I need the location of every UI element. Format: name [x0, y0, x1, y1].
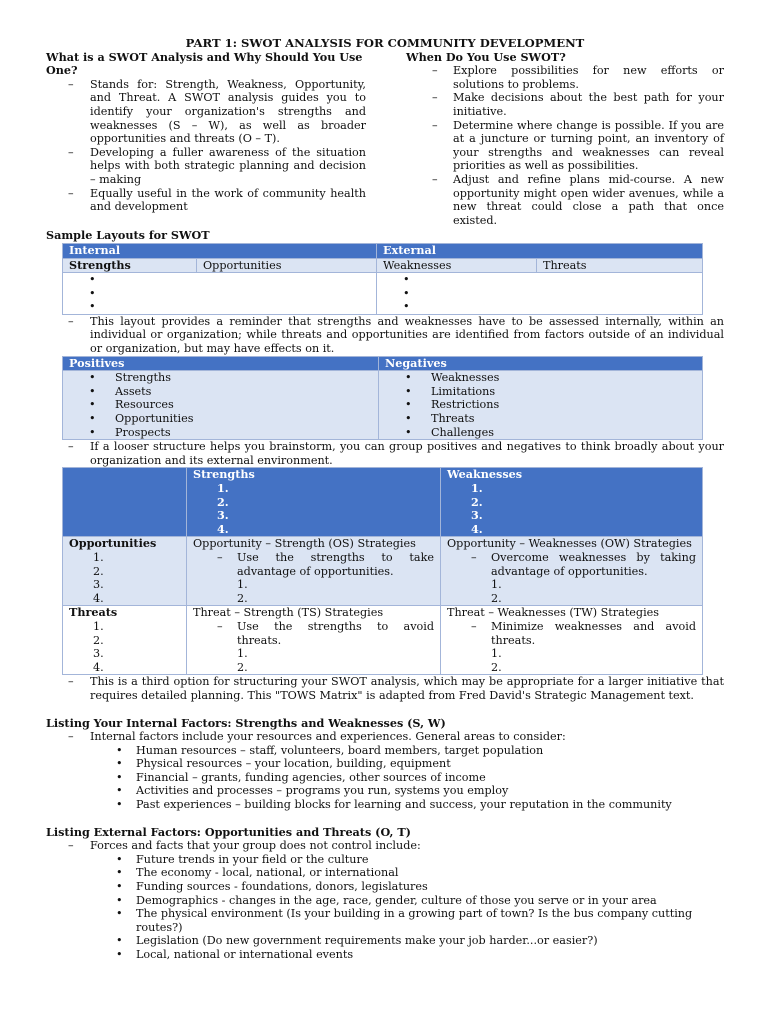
- internal-list: [46, 744, 724, 812]
- layout1-note: [46, 315, 724, 356]
- ts-title: Threat – Strength (TS) Strategies: [193, 606, 384, 620]
- left-list: [46, 78, 366, 214]
- document-page: [46, 37, 724, 962]
- internal-header: Internal: [63, 243, 377, 258]
- tows-weaknesses-header: [441, 468, 703, 537]
- list-item: – Stands for: Strength, Weakness, Opportunity, and Threat. A SWOT analysis guides you to identify your organization's strengths and weaknesses (S – W), as well as broader opportunities and threats (O – T).: [46, 78, 366, 146]
- negatives-list: [379, 371, 702, 439]
- list-number: 1.: [491, 578, 502, 592]
- list-number: 2.: [93, 633, 104, 647]
- right-column: [406, 51, 724, 228]
- list-number: 1.: [93, 619, 104, 633]
- list-number: 1.: [237, 647, 248, 661]
- external-intro: – Forces and facts that your group does not control include:: [46, 839, 724, 853]
- list-number: 4.: [471, 521, 483, 536]
- bullet: •: [89, 286, 96, 300]
- os-text: – Use the strengths to take advantage of opportunities.: [193, 551, 434, 578]
- tows-strengths-label: Strengths: [193, 467, 255, 482]
- positives-list: [63, 371, 378, 439]
- ow-title: Opportunity – Weaknesses (OW) Strategies: [447, 537, 692, 551]
- list-item: • Restrictions: [379, 398, 702, 412]
- weaknesses-label: Weaknesses: [377, 258, 537, 273]
- list-item: • Threats: [379, 412, 702, 426]
- list-item: – Developing a fuller awareness of the situation helps with both strategic planning and decision – making: [46, 146, 366, 187]
- list-number: 2.: [237, 591, 248, 605]
- layout2-note: [46, 440, 724, 467]
- list-item: • Opportunities: [63, 412, 378, 426]
- tows-table: [62, 467, 703, 675]
- bullet: •: [403, 273, 410, 287]
- bullet: •: [403, 286, 410, 300]
- internal-heading: Listing Your Internal Factors: Strengths and Weaknesses (S, W): [46, 715, 446, 730]
- list-item: • Limitations: [379, 385, 702, 399]
- ts-text: – Use the strengths to avoid threats.: [193, 620, 434, 647]
- sample-heading: Sample Layouts for SWOT: [46, 228, 210, 243]
- list-item: • Strengths: [63, 371, 378, 385]
- list-number: 2.: [491, 660, 502, 674]
- external-heading: Listing External Factors: Opportunities and Threats (O, T): [46, 824, 411, 839]
- list-item: • Assets: [63, 385, 378, 399]
- list-number: 4.: [93, 660, 104, 674]
- list-item: • Demographics - changes in the age, race, gender, culture of those you serve or in your area: [46, 894, 724, 908]
- list-number: 1.: [491, 647, 502, 661]
- right-list: [406, 64, 724, 227]
- tows-strengths-header: [187, 468, 441, 537]
- list-item: • Challenges: [379, 426, 702, 440]
- list-item: – Determine where change is possible. If you are at a juncture or turning point, an inventory of your strengths and weaknesses can reveal priorities as well as possibilities.: [406, 119, 724, 173]
- ts-strategies-cell: [187, 606, 441, 675]
- list-item: • Resources: [63, 398, 378, 412]
- bullet: •: [89, 300, 96, 314]
- layout2-table: [62, 356, 703, 441]
- right-heading: When Do You Use SWOT?: [406, 49, 566, 64]
- layout3-note: [46, 675, 724, 702]
- list-number: 2.: [491, 591, 502, 605]
- negatives-header: Negatives: [379, 356, 703, 371]
- os-title: Opportunity – Strength (OS) Strategies: [193, 537, 416, 551]
- internal-intro-list: [46, 730, 724, 744]
- note-text: – If a looser structure helps you brainstorm, you can group positives and negatives to think broadly about your organization and its external environment.: [46, 440, 724, 467]
- ow-text: – Overcome weaknesses by taking advantage of opportunities.: [447, 551, 696, 578]
- intro-columns: [46, 51, 724, 228]
- internal-bullets: [63, 273, 377, 315]
- layout1-table: [62, 243, 703, 315]
- positives-header: Positives: [63, 356, 379, 371]
- list-number: 1.: [217, 481, 229, 495]
- left-column: [46, 51, 366, 228]
- note-text: – This is a third option for structuring your SWOT analysis, which may be appropriate for a larger initiative that requires detailed planning. This "TOWS Matrix" is adapted from Fred David's Strategic Management text.: [46, 675, 724, 702]
- list-number: 2.: [471, 494, 483, 509]
- internal-intro: – Internal factors include your resources and experiences. General areas to consider:: [46, 730, 724, 744]
- list-item: – Make decisions about the best path for your initiative.: [406, 91, 724, 118]
- external-header: External: [377, 243, 703, 258]
- list-item: – Equally useful in the work of community health and development: [46, 187, 366, 214]
- list-number: 1.: [93, 550, 104, 564]
- tows-weaknesses-label: Weaknesses: [447, 467, 523, 482]
- list-number: 4.: [217, 521, 229, 536]
- bullet: •: [89, 273, 96, 287]
- list-item: • Financial – grants, funding agencies, other sources of income: [46, 771, 724, 785]
- ow-strategies-cell: [441, 537, 703, 606]
- opportunities-label: Opportunities: [197, 258, 377, 273]
- tows-opportunities-label: Opportunities: [69, 536, 157, 551]
- list-number: 2.: [217, 494, 229, 509]
- list-number: 3.: [93, 647, 104, 661]
- list-item: • Past experiences – building blocks for learning and success, your reputation in the community: [46, 798, 724, 812]
- list-number: 1.: [471, 481, 483, 495]
- bullet: •: [403, 300, 410, 314]
- list-item: • Physical resources – your location, building, equipment: [46, 757, 724, 771]
- list-item: • The physical environment (Is your building in a growing part of town? Is the bus company cutting routes?): [46, 907, 724, 934]
- tows-opportunities-cell: [63, 537, 187, 606]
- strengths-label: Strengths: [63, 258, 197, 273]
- list-item: • Future trends in your field or the culture: [46, 853, 724, 867]
- list-item: • Human resources – staff, volunteers, board members, target population: [46, 744, 724, 758]
- list-item: – Explore possibilities for new efforts or solutions to problems.: [406, 64, 724, 91]
- tw-text: – Minimize weaknesses and avoid threats.: [447, 620, 696, 647]
- list-item: – Adjust and refine plans mid-course. A new opportunity might open wider avenues, while a new threat could close a path that once existed.: [406, 173, 724, 227]
- list-item: • Weaknesses: [379, 371, 702, 385]
- list-item: • Activities and processes – programs you run, systems you employ: [46, 784, 724, 798]
- list-item: • Local, national or international events: [46, 948, 724, 962]
- page-title: PART 1: SWOT ANALYSIS FOR COMMUNITY DEVELOPMENT: [185, 36, 585, 50]
- list-item: • Funding sources - foundations, donors, legislatures: [46, 880, 724, 894]
- tows-corner: [63, 468, 187, 537]
- external-list: [46, 853, 724, 962]
- external-bullets: [377, 273, 703, 315]
- list-number: 3.: [471, 508, 483, 523]
- list-number: 2.: [93, 564, 104, 578]
- list-number: 3.: [217, 508, 229, 523]
- list-number: 3.: [93, 578, 104, 592]
- list-item: • Prospects: [63, 426, 378, 440]
- tw-title: Threat – Weaknesses (TW) Strategies: [447, 606, 660, 620]
- list-item: • The economy - local, national, or international: [46, 866, 724, 880]
- list-number: 2.: [237, 660, 248, 674]
- threats-label: Threats: [537, 258, 703, 273]
- tw-strategies-cell: [441, 606, 703, 675]
- os-strategies-cell: [187, 537, 441, 606]
- tows-threats-cell: [63, 606, 187, 675]
- note-text: – This layout provides a reminder that strengths and weaknesses have to be assessed internally, within an individual or organization; while threats and opportunities are identified from factors outside of an individual or organization, but may have effects on it.: [46, 315, 724, 356]
- left-heading: What is a SWOT Analysis and Why Should You Use One?: [46, 49, 363, 78]
- external-intro-list: [46, 839, 724, 853]
- tows-threats-label: Threats: [69, 605, 118, 620]
- list-item: • Legislation (Do new government requirements make your job harder...or easier?): [46, 934, 724, 948]
- list-number: 1.: [237, 578, 248, 592]
- list-number: 4.: [93, 591, 104, 605]
